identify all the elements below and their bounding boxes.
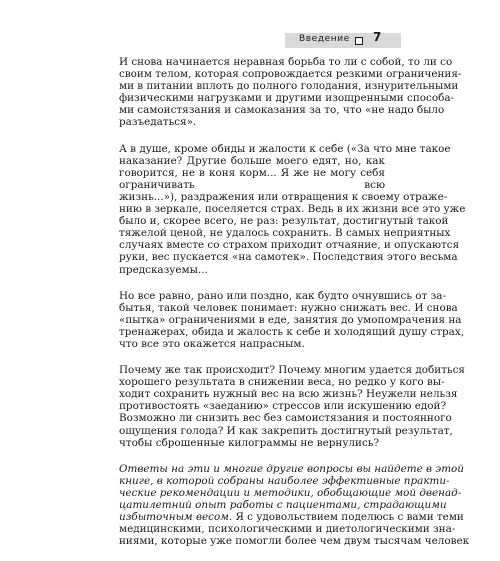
text-line: И снова начинается неравная борьба то ли с собой, то ли со — [119, 56, 453, 68]
text-line: ми в питании вплоть до полного голодания, изнурительными — [119, 80, 459, 93]
text-line: бытья, такой человек понимает: нужно снижать вес. И снова — [119, 301, 458, 314]
text-line: физическими нагрузками и другими изощренными способа- — [119, 92, 455, 105]
text-line: было и, скорее всего, не раз: результат, достигнутый такой — [119, 215, 449, 228]
paragraph-2 — [119, 142, 466, 276]
text-line: противостоять «заеданию» стрессов или искушению едой? — [119, 400, 447, 413]
text-line: «пытка» ограничениями в еде, занятия до умопомрачения на — [119, 313, 462, 326]
text-line: А в душе, кроме обиды и жалости к себе («За что мне такое — [119, 142, 451, 155]
text-line: чтобы сброшенные килограммы не вернулись? — [119, 436, 380, 449]
text-line: Ответы на эти и многие другие вопросы вы найдете в этой — [119, 462, 465, 475]
text-line: тренажерах, обида и жалость к себе и холодящий душу страх, — [119, 325, 464, 338]
text-line: жизнь...»), раздражения или отвращения к своему отраже- — [119, 190, 448, 203]
square-bullet-icon — [355, 37, 363, 45]
text-line: нию в зеркале, поселяется страх. Ведь в их жизни все это уже — [119, 203, 466, 216]
paragraph-4 — [119, 364, 465, 449]
text-line: своим телом, которая сопровождается резкими ограничения- — [119, 68, 462, 81]
text-line: случаях вместе со страхом приходит отчаяние, и опускаются — [119, 239, 460, 252]
text-line: разъедаться». — [119, 116, 197, 129]
text-line: что все это окажется напрасным. — [119, 337, 305, 350]
paragraph-1 — [119, 56, 462, 129]
text-line: ми самоистязания и самоказания за то, что «не надо было — [119, 104, 445, 117]
text-line: цатилетний опыт работы с пациентами, страдающими — [119, 499, 447, 511]
text-line: Но все равно, рано или поздно, как будто очнувшись от за- — [119, 289, 446, 302]
text-line: руки, вес пускается «на самотек». Последствия этого весьма — [119, 251, 458, 264]
paragraph-3 — [119, 289, 464, 350]
text-line: Возможно ли снизить вес без самоистязания и постоянного — [119, 412, 452, 425]
paragraph-5 — [119, 462, 470, 548]
text-line: Почему же так происходит? Почему многим удается добиться — [119, 364, 465, 377]
text-fragment: Я с удовольствием поделюсь с вами теми — [235, 511, 464, 524]
text-line: тяжелой ценой, не удалось сохранить. В самых неприятных — [119, 227, 451, 240]
text-line: медицинскими, психологическими и диетологическими зна- — [119, 523, 456, 536]
text-line: хорошего результата в снижении веса, но редко у кого вы- — [119, 376, 445, 389]
text-line — [119, 511, 464, 524]
text-line: ниями, которые уже помогли более чем двум тысячам человек — [119, 535, 470, 548]
page-number: 7 — [373, 30, 382, 44]
page-body — [119, 56, 470, 561]
text-italic-fragment: избыточным весом. — [119, 511, 233, 524]
section-title: Введение — [299, 34, 350, 44]
text-line: ходит сохранить нужный вес на всю жизнь? Неужели нельзя — [119, 388, 458, 401]
text-line: ческие рекомендации и методики, обобщающие мой двенад- — [119, 486, 462, 499]
text-line: книге, в которой собраны наиболее эффективные практи- — [119, 474, 450, 487]
text-line: наказание? Другие больше моего едят, но, как говорится, не в коня корм... Я же не могу себя ограничивать всю — [119, 154, 385, 191]
text-line: предсказуемы... — [119, 263, 208, 276]
text-line: ощущения голода? И как закрепить достигнутый результат, — [119, 424, 453, 437]
